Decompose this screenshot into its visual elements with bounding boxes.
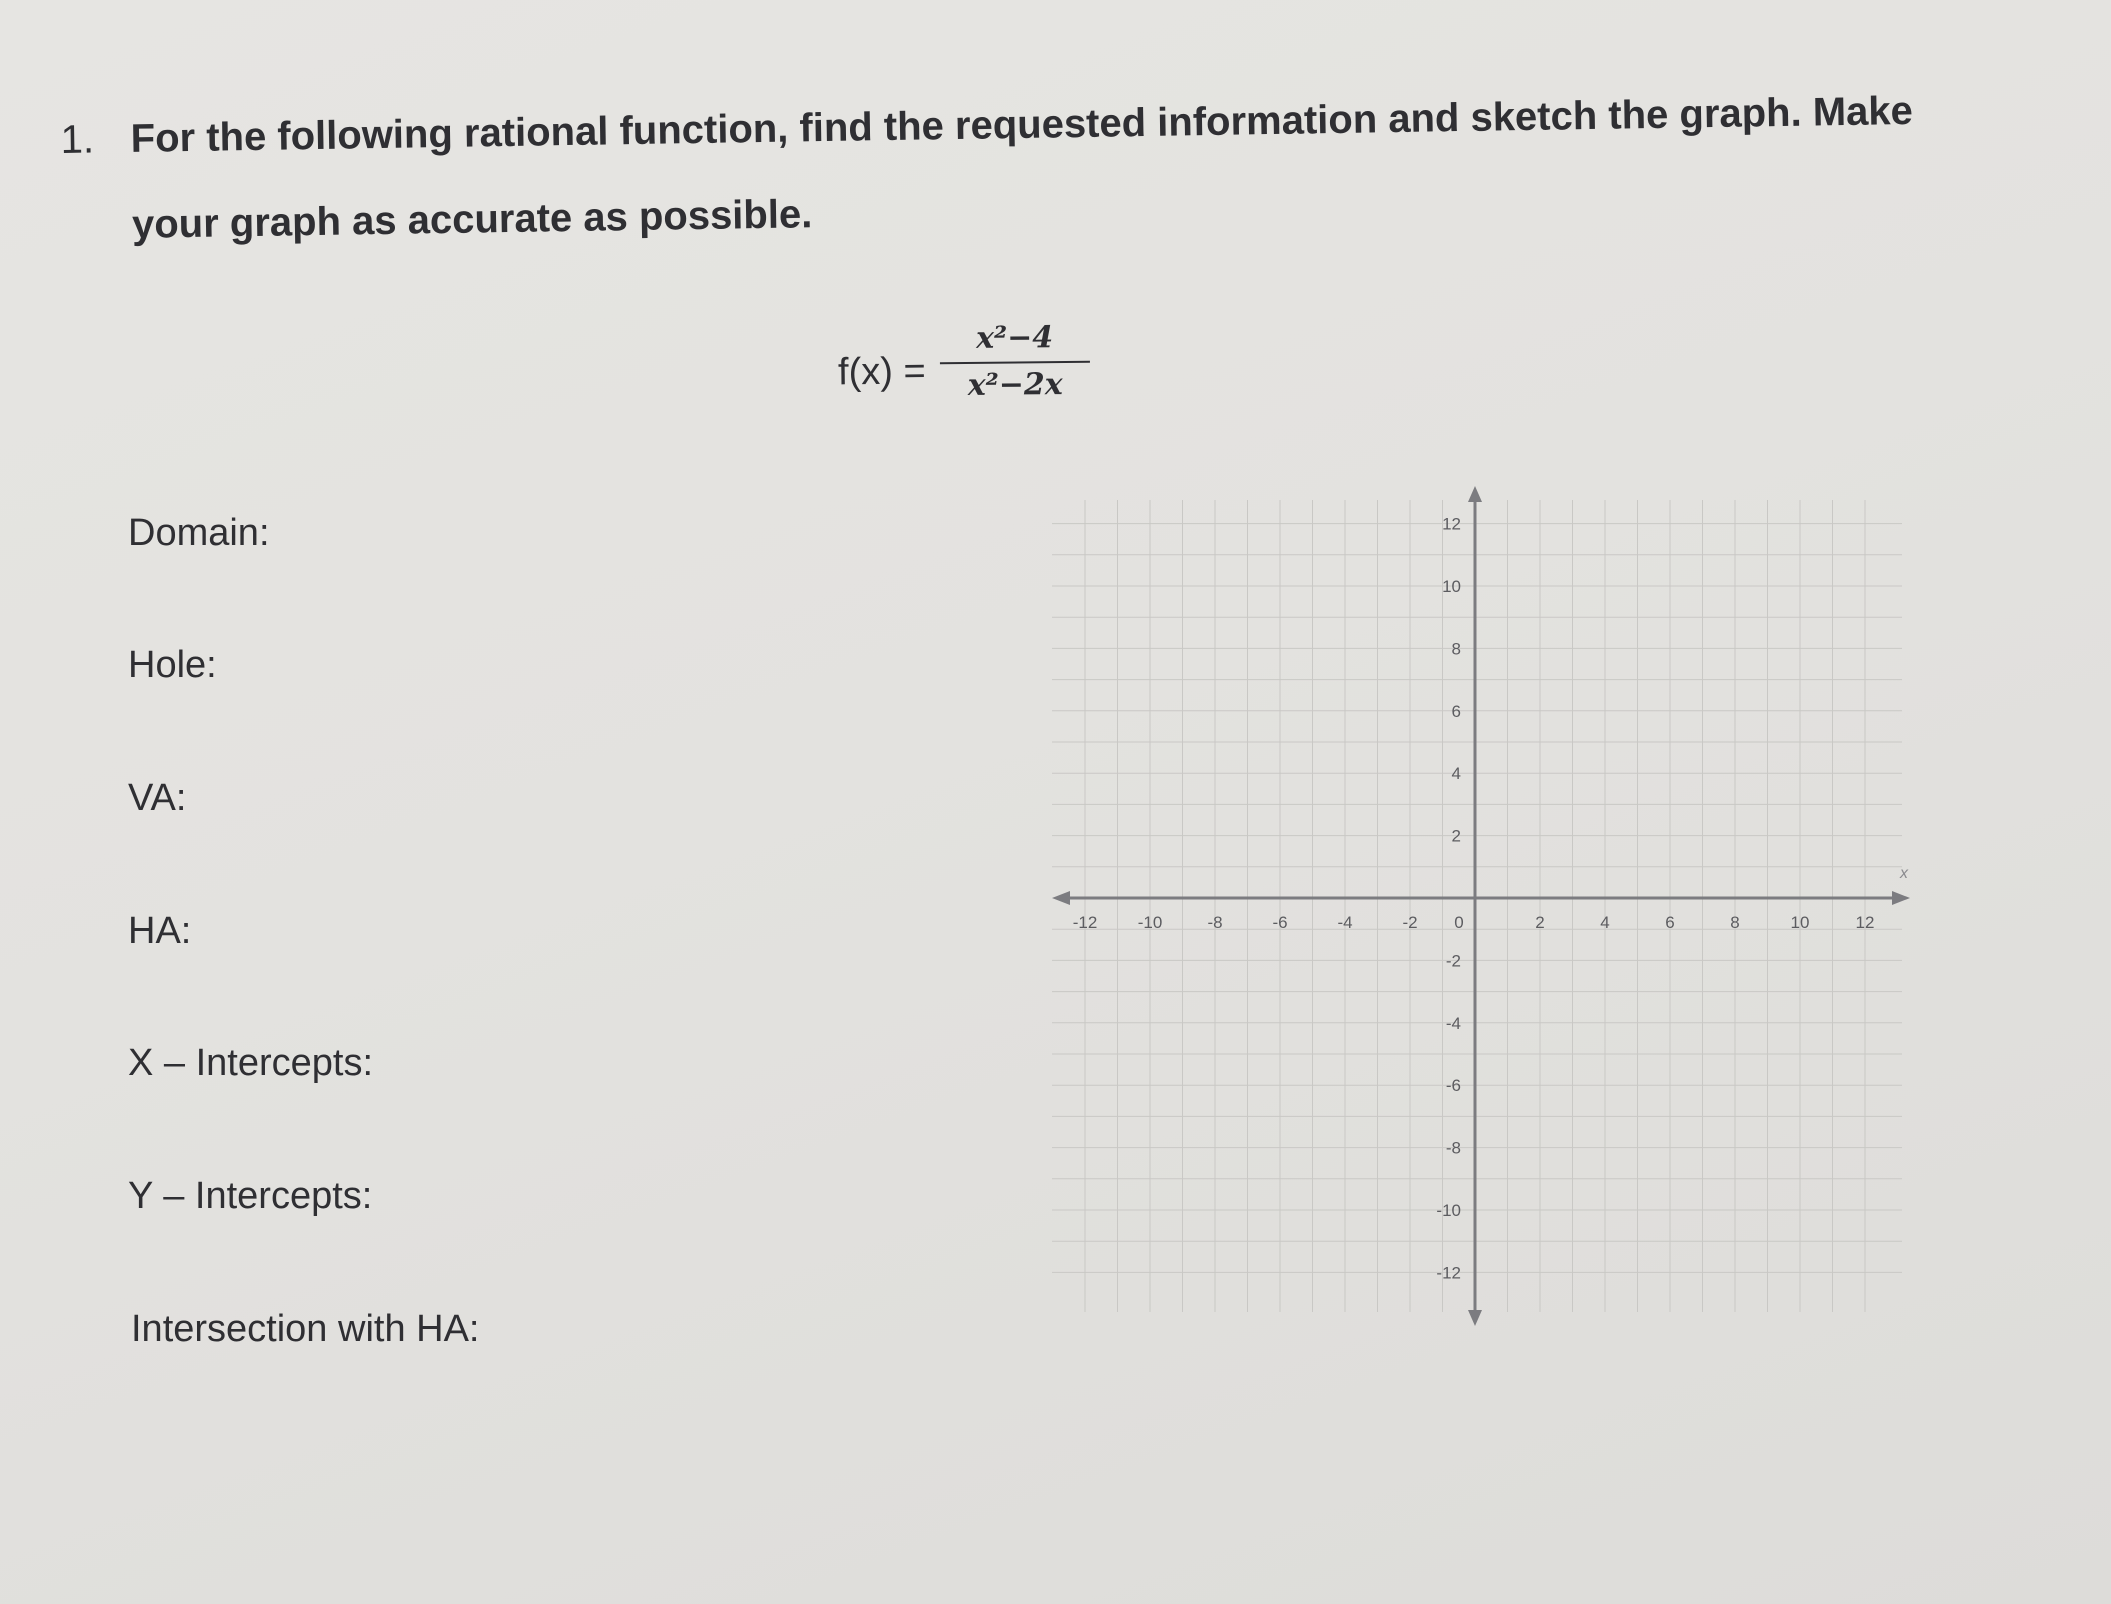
function-formula: [837, 317, 1098, 420]
y-tick-label: -4: [1445, 1013, 1461, 1033]
y-tick-label: -8: [1445, 1138, 1461, 1158]
domain-label: Domain:: [128, 512, 270, 554]
x-tick-label: -12: [1072, 913, 1098, 932]
question-prompt: [60, 66, 1930, 247]
y-tick-label: -2: [1445, 951, 1461, 971]
x-tick-label: -8: [1207, 913, 1223, 932]
ha-label: HA:: [128, 910, 192, 952]
x-tick-label: 10: [1790, 913, 1810, 932]
fraction-bar: [940, 361, 1090, 365]
y-tick-label: 12: [1442, 514, 1461, 534]
x-tick-label: 4: [1600, 913, 1610, 932]
y-tick-label: -10: [1436, 1201, 1461, 1220]
formula-denominator: x²−2x: [967, 367, 1063, 404]
y-tick-label: 8: [1451, 639, 1461, 659]
x-tick-label: -10: [1137, 913, 1163, 932]
grid-lines: [1052, 500, 1902, 1312]
y-tick-label: 2: [1451, 826, 1461, 846]
x-intercepts-label: X – Intercepts:: [128, 1042, 374, 1084]
y-axis-arrow-up: [1468, 486, 1482, 502]
coordinate-grid-svg[interactable]: [1030, 470, 1930, 1340]
y-intercepts-label: Y – Intercepts:: [128, 1175, 373, 1217]
y-axis-arrow-down: [1468, 1310, 1482, 1326]
hole-label: Hole:: [128, 644, 217, 686]
y-tick-label: -12: [1436, 1263, 1461, 1283]
y-tick-label: 6: [1451, 701, 1461, 721]
x-tick-label: 2: [1535, 913, 1545, 932]
va-label: VA:: [128, 777, 187, 819]
question-text-line-1: For the following rational function, find the requested information and sketch the graph. Make: [130, 88, 1914, 161]
x-tick-label: -2: [1402, 913, 1418, 932]
x-tick-label: -6: [1272, 913, 1288, 932]
y-tick-label: 10: [1442, 577, 1461, 596]
x-tick-label: 8: [1730, 913, 1740, 932]
axes: [1052, 486, 1910, 1326]
y-tick-label: -6: [1445, 1076, 1461, 1096]
x-axis-arrow-left: [1052, 891, 1070, 905]
x-axis-arrow-right: [1892, 891, 1910, 905]
x-tick-label: 0: [1454, 913, 1464, 932]
x-tick-label: 6: [1665, 913, 1675, 932]
formula-numerator: x²−4: [975, 320, 1054, 356]
x-axis-label: x: [1900, 865, 1908, 882]
question-number: 1.: [60, 117, 95, 162]
formula-fraction: [939, 317, 1090, 407]
y-tick-label: 4: [1451, 764, 1461, 784]
question-text-line-2: your graph as accurate as possible.: [131, 192, 813, 247]
x-tick-label: -4: [1337, 913, 1353, 932]
intersection-with-ha-label: Intersection with HA:: [131, 1308, 480, 1350]
formula-lhs: f(x) =: [837, 350, 926, 394]
coordinate-plane[interactable]: [1030, 470, 1930, 1340]
x-tick-label: 12: [1855, 913, 1875, 932]
